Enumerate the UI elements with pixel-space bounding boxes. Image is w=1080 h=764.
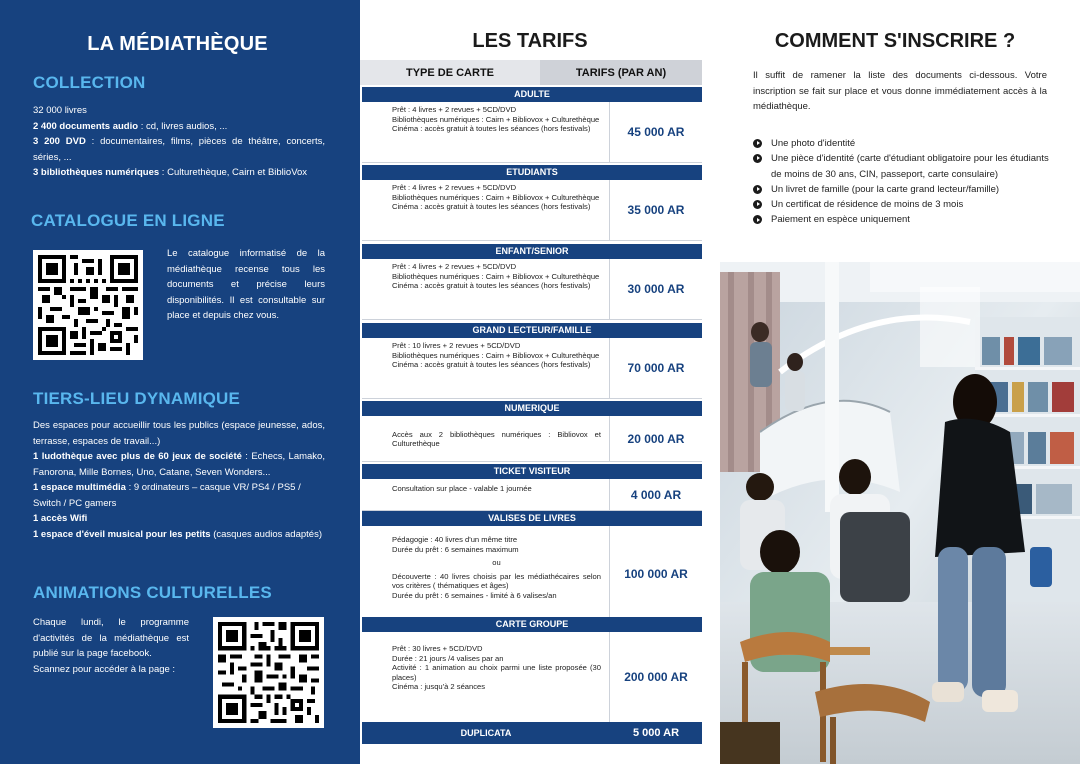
tarif-details: Accès aux 2 bibliothèques numériques : Bibliovox et Culturethèque [362, 416, 610, 461]
animations-text: Chaque lundi, le programme d'activités de la médiathèque est publié sur la page facebook. Scannez pour accéder à la page : [33, 617, 189, 675]
tarifs-table-header [360, 60, 702, 85]
tarifs-panel [360, 0, 720, 764]
arrow-bullet-icon [753, 151, 771, 182]
inscription-intro: Il suffit de ramener la liste des documents ci-dessous. Votre inscription se fait sur place et vous donne immédiatement accès à la médiathèque. [753, 70, 1047, 112]
column-header-type: TYPE DE CARTE [360, 60, 540, 85]
tarif-section-enfant-senior [362, 244, 702, 320]
tarif-section-label: TICKET VISITEUR [362, 464, 702, 479]
animations-heading: ANIMATIONS CULTURELLES [33, 583, 272, 602]
tarif-price: 4 000 AR [630, 487, 682, 502]
tarif-details: Prêt : 10 livres + 2 revues + 5CD/DVD Bibliothèques numériques : Cairn + Bibliovox + Culturethèque Cinéma : accès gratuit à toutes les séances (hors festivals) [362, 338, 610, 398]
tarif-price: 100 000 AR [624, 567, 688, 581]
qr-code-icon [38, 255, 138, 355]
library-photo [720, 262, 1080, 764]
tarif-section-label: ENFANT/SENIOR [362, 244, 702, 259]
tarif-details: Prêt : 30 livres + 5CD/DVD Durée : 21 jours /4 valises par an Activité : 1 animation au choix parmi une liste proposée (30 places) Cinéma : jusqu'à 2 séances [362, 632, 610, 722]
tarif-section-valises [362, 511, 702, 623]
tarif-section-label: ETUDIANTS [362, 165, 702, 180]
tarif-details: Prêt : 4 livres + 2 revues + 5CD/DVD Bibliothèques numériques : Cairn + Bibliovox + Culturethèque Cinéma : accès gratuit à toutes les séances (hors festivals) [362, 180, 610, 240]
tarif-section-label: GRAND LECTEUR/FAMILLE [362, 323, 702, 338]
tarif-details: Pédagogie : 40 livres d'un même titre Durée du prêt : 6 semaines maximum ou Découverte : 40 livres choisis par les médiathécaires selon vos critères ( thématiques et âges) Durée du prêt : 6 semaines - limité à 6 valises/an [362, 526, 610, 622]
tarif-details: Prêt : 4 livres + 2 revues + 5CD/DVD Bibliothèques numériques : Cairn + Bibliovox + Culturethèque Cinéma : accès gratuit à toutes les séances (hors festivals) [362, 259, 610, 319]
tarif-section-label: VALISES DE LIVRES [362, 511, 702, 526]
required-documents-list [753, 136, 1053, 228]
list-item: Une photo d'identité [753, 136, 1053, 151]
arrow-bullet-icon [753, 136, 771, 151]
tarif-price: 30 000 AR [627, 282, 685, 296]
tarif-section-label: NUMERIQUE [362, 401, 702, 416]
tarif-price: 200 000 AR [624, 670, 688, 684]
tarif-duplicata [362, 722, 702, 744]
duplicata-price: 5 000 AR [610, 722, 702, 744]
catalogue-heading: CATALOGUE EN LIGNE [31, 211, 225, 230]
collection-text: 32 000 livres 2 400 documents audio : cd, livres audios, ... 3 200 DVD : documentaires, films, pièces de théâtre, concerts, séries, ... 3 bibliothèques numériques : Culturethèque, Cairn et BiblioVox [33, 105, 325, 178]
facebook-qr-code[interactable] [213, 617, 324, 728]
tarif-section-carte-groupe [362, 617, 702, 722]
column-header-price: TARIFS (PAR AN) [540, 60, 702, 85]
tarif-section-label: ADULTE [362, 87, 702, 102]
page-title: LA MÉDIATHÈQUE [87, 33, 268, 55]
tarif-details: Consultation sur place - valable 1 journée [362, 479, 610, 510]
qr-code-icon [218, 622, 319, 723]
list-item: Un certificat de résidence de moins de 3 mois [753, 197, 1053, 212]
tarif-section-etudiants [362, 165, 702, 241]
tarifs-title: LES TARIFS [472, 30, 588, 52]
duplicata-label: DUPLICATA [362, 722, 610, 744]
tarif-section-label: CARTE GROUPE [362, 617, 702, 632]
list-item: Un livret de famille (pour la carte grand lecteur/famille) [753, 182, 1053, 197]
tarif-price: 35 000 AR [627, 203, 685, 217]
tiers-lieu-heading: TIERS-LIEU DYNAMIQUE [33, 389, 241, 408]
inscription-title: COMMENT S'INSCRIRE ? [774, 30, 1016, 52]
collection-heading: COLLECTION [33, 73, 146, 92]
tarif-section-adulte [362, 87, 702, 163]
tarif-section-numerique [362, 401, 702, 462]
list-item: Paiement en espèce uniquement [753, 212, 1053, 227]
tarif-details: Prêt : 4 livres + 2 revues + 5CD/DVD Bibliothèques numériques : Cairn + Bibliovox + Culturethèque Cinéma : accès gratuit à toutes les séances (hors festivals) [362, 102, 610, 162]
inscription-panel [720, 0, 1080, 764]
arrow-bullet-icon [753, 197, 771, 212]
arrow-bullet-icon [753, 182, 771, 197]
catalogue-qr-code[interactable] [33, 250, 143, 360]
tiers-lieu-text: Des espaces pour accueillir tous les publics (espace jeunesse, ados, terrasse, espaces de travail...) 1 ludothèque avec plus de 60 jeux de société : Echecs, Lamako, Fanorona, Mille Bornes, Uno, Catane, Seven Wonders... 1 espace multimédia : 9 ordinateurs – casque VR/ PS4 / PS5 / Switch / PC gamers 1 accès Wifi 1 espace d'éveil musical pour les petits (casques audios adaptés) [33, 420, 325, 540]
tarif-price: 70 000 AR [627, 361, 685, 375]
tarif-section-grand-lecteur [362, 323, 702, 399]
tarif-section-ticket-visiteur [362, 464, 702, 511]
tarif-price: 45 000 AR [627, 125, 685, 139]
left-panel [0, 0, 360, 764]
catalogue-text: Le catalogue informatisé de la médiathèque recense tous les documents et précise leurs disponibilités. Il est consultable sur place et depuis chez vous. [167, 248, 325, 321]
arrow-bullet-icon [753, 212, 771, 227]
tarif-price: 20 000 AR [627, 431, 685, 446]
collection-books: 32 000 livres [33, 105, 87, 116]
library-photo-image [720, 262, 1080, 764]
list-item: Une pièce d'identité (carte d'étudiant obligatoire pour les étudiants de moins de 30 ans, CIN, passeport, carte consulaire) [753, 151, 1053, 182]
